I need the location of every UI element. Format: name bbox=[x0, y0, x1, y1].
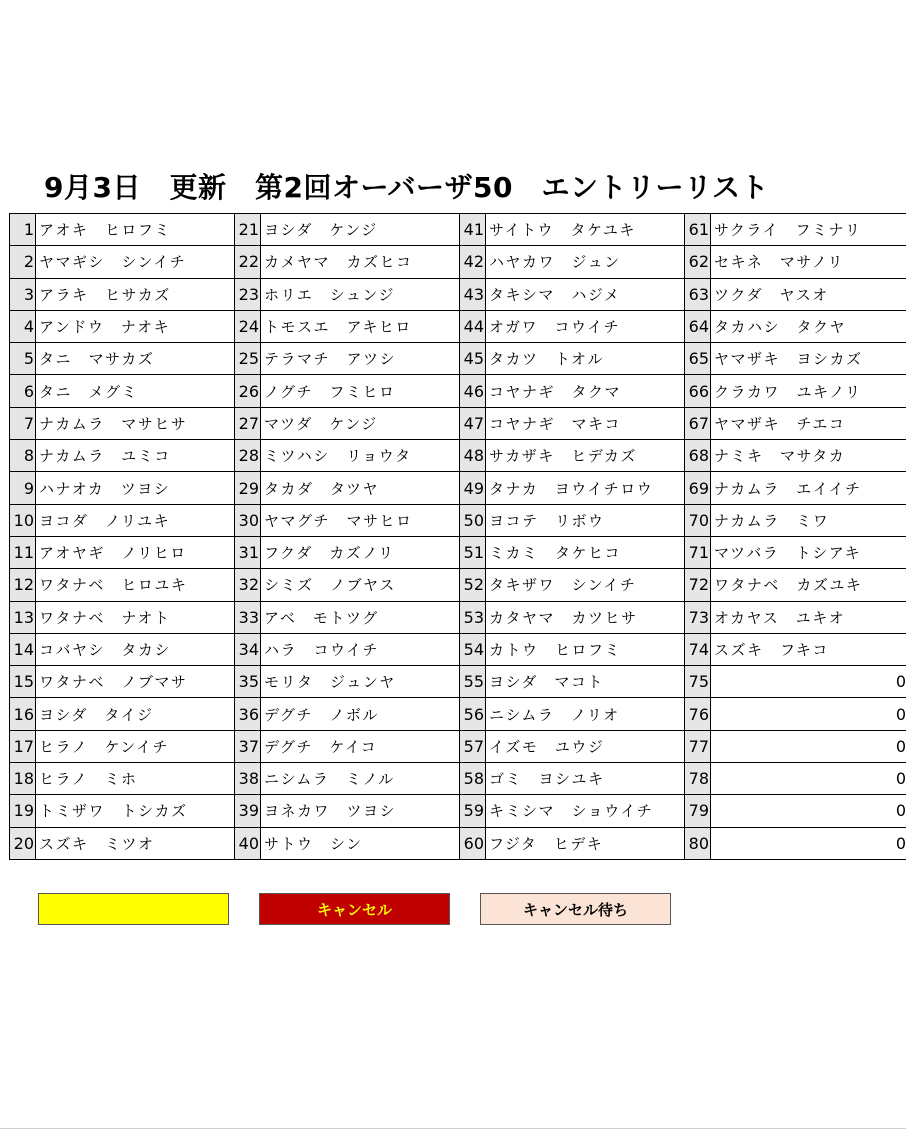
entry-number: 4 bbox=[10, 310, 36, 342]
entry-number: 20 bbox=[10, 827, 36, 859]
entry-number: 5 bbox=[10, 343, 36, 375]
entry-name: コヤナギ マキコ bbox=[486, 407, 685, 439]
legend-cancel-box: キャンセル bbox=[259, 893, 450, 925]
entry-name: マツダ ケンジ bbox=[261, 407, 460, 439]
entry-name: トモスエ アキヒロ bbox=[261, 310, 460, 342]
entry-number: 77 bbox=[685, 730, 711, 762]
entry-number: 37 bbox=[235, 730, 261, 762]
entry-number: 31 bbox=[235, 536, 261, 568]
entry-number: 34 bbox=[235, 633, 261, 665]
entry-name: ホリエ シュンジ bbox=[261, 278, 460, 310]
entry-number: 44 bbox=[460, 310, 486, 342]
entry-number: 7 bbox=[10, 407, 36, 439]
entry-name: キミシマ ショウイチ bbox=[486, 795, 685, 827]
entry-name: ノグチ フミヒロ bbox=[261, 375, 460, 407]
entry-number: 23 bbox=[235, 278, 261, 310]
entry-name: スズキ フキコ bbox=[711, 633, 906, 665]
page-divider bbox=[0, 1128, 906, 1129]
entry-number: 16 bbox=[10, 698, 36, 730]
legend-yellow-box bbox=[38, 893, 229, 925]
entry-name: サトウ シン bbox=[261, 827, 460, 859]
entry-name: ナカムラ マサヒサ bbox=[36, 407, 235, 439]
entry-name: サイトウ タケユキ bbox=[486, 214, 685, 246]
legend-waiting-box: キャンセル待ち bbox=[480, 893, 671, 925]
entry-number: 78 bbox=[685, 763, 711, 795]
table-row bbox=[10, 375, 906, 407]
entry-name: 0 bbox=[711, 730, 906, 762]
entry-name: イズモ ユウジ bbox=[486, 730, 685, 762]
table-row bbox=[10, 440, 906, 472]
entry-name: タカツ トオル bbox=[486, 343, 685, 375]
entry-number: 75 bbox=[685, 666, 711, 698]
entry-name: 0 bbox=[711, 795, 906, 827]
entry-name: コバヤシ タカシ bbox=[36, 633, 235, 665]
entry-name: 0 bbox=[711, 763, 906, 795]
entry-name: ワタナベ ノブマサ bbox=[36, 666, 235, 698]
entry-number: 68 bbox=[685, 440, 711, 472]
entry-number: 18 bbox=[10, 763, 36, 795]
entry-number: 71 bbox=[685, 536, 711, 568]
entry-name: フジタ ヒデキ bbox=[486, 827, 685, 859]
entry-number: 74 bbox=[685, 633, 711, 665]
entry-number: 63 bbox=[685, 278, 711, 310]
entry-number: 42 bbox=[460, 246, 486, 278]
entry-number: 57 bbox=[460, 730, 486, 762]
entry-number: 49 bbox=[460, 472, 486, 504]
entry-name: アオヤギ ノリヒロ bbox=[36, 536, 235, 568]
entry-name: カトウ ヒロフミ bbox=[486, 633, 685, 665]
entry-number: 6 bbox=[10, 375, 36, 407]
entry-number: 30 bbox=[235, 504, 261, 536]
entry-number: 52 bbox=[460, 569, 486, 601]
entry-number: 59 bbox=[460, 795, 486, 827]
entry-name: デグチ ケイコ bbox=[261, 730, 460, 762]
entry-number: 21 bbox=[235, 214, 261, 246]
entry-number: 36 bbox=[235, 698, 261, 730]
entry-number: 46 bbox=[460, 375, 486, 407]
entry-name: ニシムラ ミノル bbox=[261, 763, 460, 795]
entry-number: 19 bbox=[10, 795, 36, 827]
entry-name: タニ マサカズ bbox=[36, 343, 235, 375]
entry-name: サカザキ ヒデカズ bbox=[486, 440, 685, 472]
entry-number: 11 bbox=[10, 536, 36, 568]
entry-name: ヤマグチ マサヒロ bbox=[261, 504, 460, 536]
entry-name: ニシムラ ノリオ bbox=[486, 698, 685, 730]
entry-name: セキネ マサノリ bbox=[711, 246, 906, 278]
entry-name: テラマチ アツシ bbox=[261, 343, 460, 375]
table-row bbox=[10, 698, 906, 730]
entry-name: ヨコダ ノリユキ bbox=[36, 504, 235, 536]
entry-number: 73 bbox=[685, 601, 711, 633]
table-row bbox=[10, 343, 906, 375]
table-row bbox=[10, 504, 906, 536]
entry-name: 0 bbox=[711, 698, 906, 730]
table-row bbox=[10, 730, 906, 762]
table-row bbox=[10, 536, 906, 568]
entry-name: アラキ ヒサカズ bbox=[36, 278, 235, 310]
entry-name: アベ モトツグ bbox=[261, 601, 460, 633]
entry-number: 79 bbox=[685, 795, 711, 827]
entry-number: 60 bbox=[460, 827, 486, 859]
entry-number: 61 bbox=[685, 214, 711, 246]
entry-name: デグチ ノボル bbox=[261, 698, 460, 730]
entry-number: 35 bbox=[235, 666, 261, 698]
entry-number: 24 bbox=[235, 310, 261, 342]
entry-name: マツバラ トシアキ bbox=[711, 536, 906, 568]
table-row bbox=[10, 633, 906, 665]
table-row bbox=[10, 278, 906, 310]
table-row bbox=[10, 601, 906, 633]
entry-number: 25 bbox=[235, 343, 261, 375]
table-row bbox=[10, 795, 906, 827]
entry-name: タカハシ タクヤ bbox=[711, 310, 906, 342]
entry-number: 64 bbox=[685, 310, 711, 342]
entry-name: ヨネカワ ツヨシ bbox=[261, 795, 460, 827]
entry-name: ヤマギシ シンイチ bbox=[36, 246, 235, 278]
entry-name: アンドウ ナオキ bbox=[36, 310, 235, 342]
entry-number: 12 bbox=[10, 569, 36, 601]
entry-name: タカダ タツヤ bbox=[261, 472, 460, 504]
entry-number: 38 bbox=[235, 763, 261, 795]
entry-name: ミツハシ リョウタ bbox=[261, 440, 460, 472]
entry-number: 14 bbox=[10, 633, 36, 665]
entry-name: ナミキ マサタカ bbox=[711, 440, 906, 472]
entry-name: ワタナベ ヒロユキ bbox=[36, 569, 235, 601]
entry-number: 54 bbox=[460, 633, 486, 665]
entry-table bbox=[9, 213, 906, 860]
entry-name: ナカムラ ユミコ bbox=[36, 440, 235, 472]
entry-name: カメヤマ カズヒコ bbox=[261, 246, 460, 278]
entry-number: 51 bbox=[460, 536, 486, 568]
entry-number: 72 bbox=[685, 569, 711, 601]
entry-name: タナカ ヨウイチロウ bbox=[486, 472, 685, 504]
entry-number: 53 bbox=[460, 601, 486, 633]
entry-number: 17 bbox=[10, 730, 36, 762]
entry-number: 26 bbox=[235, 375, 261, 407]
entry-name: トミザワ トシカズ bbox=[36, 795, 235, 827]
entry-number: 22 bbox=[235, 246, 261, 278]
entry-number: 15 bbox=[10, 666, 36, 698]
entry-name: ハナオカ ツヨシ bbox=[36, 472, 235, 504]
page-title: 9月3日 更新 第2回オーバーザ50 エントリーリスト bbox=[44, 171, 769, 204]
entry-number: 62 bbox=[685, 246, 711, 278]
entry-number: 70 bbox=[685, 504, 711, 536]
table-row bbox=[10, 246, 906, 278]
entry-number: 66 bbox=[685, 375, 711, 407]
entry-name: ヤマザキ ヨシカズ bbox=[711, 343, 906, 375]
table-row bbox=[10, 407, 906, 439]
entry-number: 10 bbox=[10, 504, 36, 536]
entry-number: 67 bbox=[685, 407, 711, 439]
entry-name: オガワ コウイチ bbox=[486, 310, 685, 342]
entry-number: 65 bbox=[685, 343, 711, 375]
table-row bbox=[10, 214, 906, 246]
entry-number: 29 bbox=[235, 472, 261, 504]
entry-name: 0 bbox=[711, 827, 906, 859]
entry-number: 13 bbox=[10, 601, 36, 633]
entry-name: アオキ ヒロフミ bbox=[36, 214, 235, 246]
table-row bbox=[10, 569, 906, 601]
entry-number: 33 bbox=[235, 601, 261, 633]
entry-number: 43 bbox=[460, 278, 486, 310]
entry-name: タニ メグミ bbox=[36, 375, 235, 407]
table-row bbox=[10, 310, 906, 342]
table-row bbox=[10, 472, 906, 504]
entry-name: ヨコテ リボウ bbox=[486, 504, 685, 536]
entry-number: 8 bbox=[10, 440, 36, 472]
entry-name: ハラ コウイチ bbox=[261, 633, 460, 665]
entry-name: ミカミ タケヒコ bbox=[486, 536, 685, 568]
entry-number: 69 bbox=[685, 472, 711, 504]
entry-name: カタヤマ カツヒサ bbox=[486, 601, 685, 633]
table-row bbox=[10, 763, 906, 795]
entry-number: 55 bbox=[460, 666, 486, 698]
entry-name: コヤナギ タクマ bbox=[486, 375, 685, 407]
entry-name: ツクダ ヤスオ bbox=[711, 278, 906, 310]
entry-name: ヤマザキ チエコ bbox=[711, 407, 906, 439]
entry-number: 1 bbox=[10, 214, 36, 246]
entry-number: 3 bbox=[10, 278, 36, 310]
entry-number: 47 bbox=[460, 407, 486, 439]
entry-number: 48 bbox=[460, 440, 486, 472]
entry-name: サクライ フミナリ bbox=[711, 214, 906, 246]
entry-name: スズキ ミツオ bbox=[36, 827, 235, 859]
entry-number: 58 bbox=[460, 763, 486, 795]
entry-number: 39 bbox=[235, 795, 261, 827]
entry-number: 28 bbox=[235, 440, 261, 472]
entry-number: 9 bbox=[10, 472, 36, 504]
entry-number: 50 bbox=[460, 504, 486, 536]
entry-number: 2 bbox=[10, 246, 36, 278]
entry-name: ヨシダ タイジ bbox=[36, 698, 235, 730]
entry-name: ヨシダ ケンジ bbox=[261, 214, 460, 246]
entry-name: ゴミ ヨシユキ bbox=[486, 763, 685, 795]
entry-name: ヨシダ マコト bbox=[486, 666, 685, 698]
entry-name: ナカムラ ミワ bbox=[711, 504, 906, 536]
entry-name: クラカワ ユキノリ bbox=[711, 375, 906, 407]
entry-name: タキシマ ハジメ bbox=[486, 278, 685, 310]
entry-number: 45 bbox=[460, 343, 486, 375]
entry-name: ナカムラ エイイチ bbox=[711, 472, 906, 504]
table-row bbox=[10, 827, 906, 859]
entry-name: モリタ ジュンヤ bbox=[261, 666, 460, 698]
entry-name: ハヤカワ ジュン bbox=[486, 246, 685, 278]
entry-number: 80 bbox=[685, 827, 711, 859]
entry-number: 40 bbox=[235, 827, 261, 859]
entry-number: 27 bbox=[235, 407, 261, 439]
entry-name: 0 bbox=[711, 666, 906, 698]
entry-name: ワタナベ カズユキ bbox=[711, 569, 906, 601]
entry-name: オカヤス ユキオ bbox=[711, 601, 906, 633]
entry-name: タキザワ シンイチ bbox=[486, 569, 685, 601]
entry-number: 41 bbox=[460, 214, 486, 246]
table-row bbox=[10, 666, 906, 698]
entry-number: 32 bbox=[235, 569, 261, 601]
entry-number: 76 bbox=[685, 698, 711, 730]
entry-name: ヒラノ ミホ bbox=[36, 763, 235, 795]
entry-name: ヒラノ ケンイチ bbox=[36, 730, 235, 762]
entry-name: フクダ カズノリ bbox=[261, 536, 460, 568]
entry-name: ワタナベ ナオト bbox=[36, 601, 235, 633]
entry-number: 56 bbox=[460, 698, 486, 730]
entry-name: シミズ ノブヤス bbox=[261, 569, 460, 601]
